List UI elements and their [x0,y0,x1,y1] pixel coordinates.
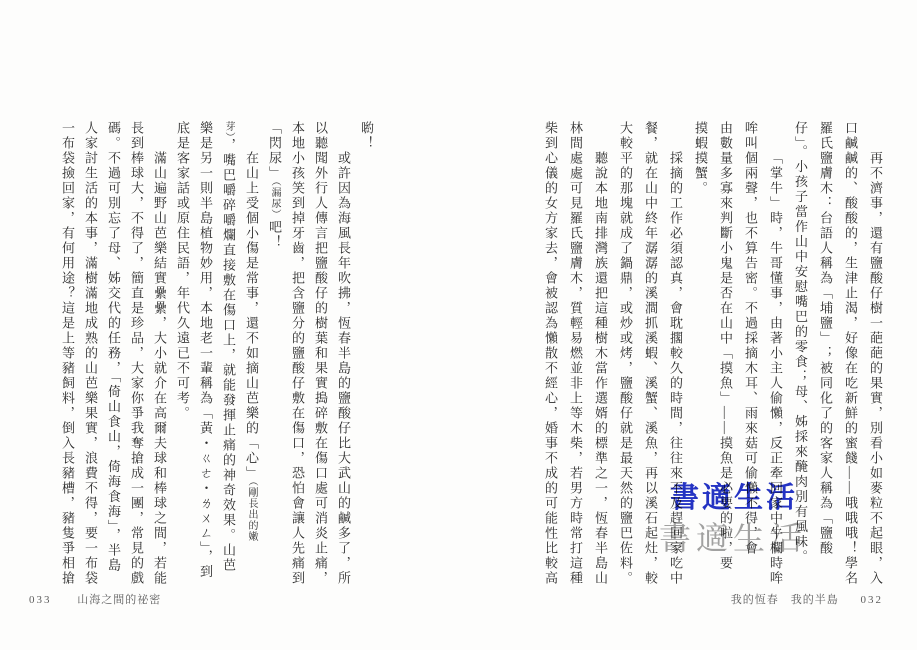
column-text: 聽說本地南排灣族還把這種樹木當作選婿的標準之一，恆春半島山 [593,151,608,586]
column-text: ，嘴巴嚼碎嚼爛直接敷在傷口上，就能發揮止痛的神奇效果。山芭 [221,138,236,573]
text-column [355,121,378,563]
column-text: 摸蝦摸蟹。 [693,121,708,196]
text-column [125,121,148,586]
column-text: 「閃尿」 [267,121,282,181]
footer-right [731,591,883,607]
column-text: 羅氏鹽膚木：台語人稱為「埔鹽」；被同化了的客家人稱為「鹽酸 [818,121,833,556]
text-column [148,121,171,593]
column-text: 採摘的工作必須認真，會耽擱較久的時間，往往來不及趕回家吃中 [668,151,683,586]
inline-annotation: 芽） [223,121,234,138]
column-text: 柴到心儀的女方家去，會被認為懶散不經心，婚事不成的可能性比較高 [543,121,558,586]
text-column [763,121,788,593]
page-right-text [538,121,888,586]
page-number-left: 033 [29,594,52,606]
column-text: 或許因為海風長年吹拂，恆春半島的鹽酸仔比大武山的鹹多了，所 [336,151,351,586]
text-column [286,121,309,586]
column-text: 人家討生活的本事，滿樹滿地成熟的山芭樂果實，浪費不得，要一布袋 [83,121,98,586]
chapter-title: 山海之間的祕密 [77,594,162,606]
column-text: 以聽聞外行人傳言把鹽酸仔的樹葉和果實搗碎敷在傷口處可消炎止痛， [313,121,328,586]
text-column [713,121,738,571]
text-column [332,121,355,593]
text-column [171,121,194,563]
column-text: 底是客家話或原住民語，年代久遠已不可考。 [175,121,190,421]
column-text: 再不濟事，還有鹽酸仔樹一葩葩的果實，別看小如麥粒不起眼，入 [868,151,883,586]
column-text: 哞叫個兩聲，也不算告密。不過採摘木耳、雨來菇可偷懶不得，會 [743,121,758,556]
text-column [813,121,838,563]
column-text: 大較平的那塊就成了鍋鼎，或炒或烤，鹽酸仔就是最天然的鹽巴佐料。 [618,121,633,586]
column-text: 一布袋撿回家，有何用途？這是上等豬飼料，倒入長豬槽，豬隻爭相搶 [60,121,75,586]
column-text: 「掌牛」時，牛哥懂事，由著小主人偷懶，反正牽回家中牛欄時哞 [768,151,783,586]
column-text: 樂是另一則半島植物妙用，本地老一輩稱為「黃・ㄍㄜ・ㄌㄨㄥ」，到 [198,121,213,580]
watermark-blue: 書適生活 [670,482,799,514]
text-column [588,121,613,593]
text-column [194,121,217,580]
text-column [538,121,563,586]
text-column [613,121,638,586]
text-column [838,121,863,586]
text-column [788,121,813,563]
watermark-gray: 書適生活 [659,520,808,556]
page-number-right: 032 [860,594,883,606]
text-column [688,121,713,563]
column-text: 由數量多寡來判斷小鬼是否在山中「摸魚」——摸魚是必要的啦，要 [718,121,733,571]
column-text: 在山上受個小傷是常事，還不如摘山芭樂的「心」 [244,151,259,481]
text-column [240,121,263,593]
inline-annotation: （漏尿） [269,181,280,220]
footer-left [29,591,161,607]
column-text: 口鹹鹹的、酸酸的，生津止渴，好像在吃新鮮的蜜餞——哦哦哦！學名 [843,121,858,586]
text-column [738,121,763,563]
column-text: 餐，就在山中終年潺潺的溪澗抓溪蝦、溪蟹、溪魚，再以溪石起灶，較 [643,121,658,586]
text-column [56,121,79,586]
page-left-text [56,121,378,586]
text-column [217,121,240,573]
text-column [102,121,125,573]
text-column [863,121,888,593]
column-text: 滿山遍野山芭樂結實纍纍，大小就介在高爾夫球和棒球之間，若能 [152,151,167,586]
text-column [638,121,663,586]
column-text: 吧！ [267,220,282,250]
column-text: 林間處處可見羅氏鹽膚木，質輕易燃並非上等木柴，若男方時常打這種 [568,121,583,586]
text-column [663,121,688,593]
text-column [563,121,588,586]
column-text: 喲！ [359,121,374,151]
text-column [263,121,286,563]
column-text: 碼。不過可別忘了母、姊交代的任務，「倚山食山，倚海食海」，半島 [106,121,121,573]
text-column [309,121,332,586]
column-text: 仔」。小孩子當作山中安慰嘴巴的零食；母、姊採來醃肉別有風味。 [793,121,808,565]
book-title: 我的恆春 我的半島 [730,594,839,606]
inline-annotation: （剛長出的嫩 [246,481,257,542]
column-text: 本地小孩笑到掉牙齒，把含鹽分的鹽酸仔敷在傷口，恐怕會讓人先痛到 [290,121,305,586]
column-text: 長到棒球大，不得了，簡直是珍品，大家你爭我奪搶成一團，常見的戲 [129,121,144,586]
text-column [79,121,102,586]
